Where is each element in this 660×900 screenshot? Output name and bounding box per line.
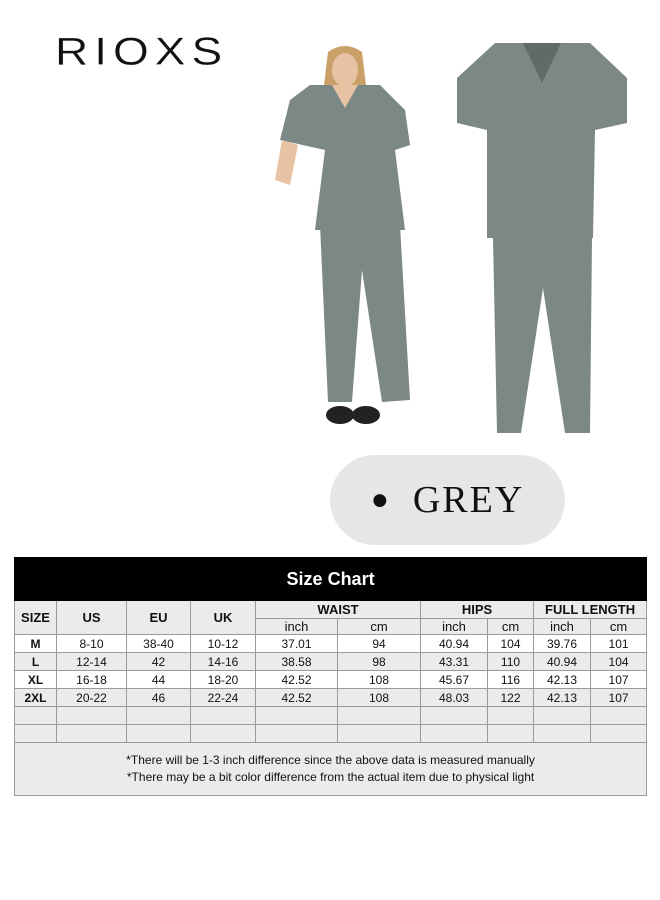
header-hips: HIPS <box>421 601 534 619</box>
unit-label: inch <box>421 619 488 635</box>
value-cell: 122 <box>488 689 534 707</box>
size-cell: 2XL <box>15 689 57 707</box>
value-cell: 42 <box>127 653 191 671</box>
color-label: GREY <box>412 479 525 521</box>
value-cell: 42.52 <box>256 689 338 707</box>
value-cell: 42.13 <box>534 671 591 689</box>
table-row <box>15 635 647 653</box>
value-cell: 44 <box>127 671 191 689</box>
value-cell: 107 <box>591 671 647 689</box>
value-cell: 108 <box>338 689 421 707</box>
flat-scrubs-image <box>455 38 630 436</box>
model-wearing-scrubs-image <box>270 40 430 435</box>
value-cell: 14-16 <box>191 653 256 671</box>
table-row <box>15 671 647 689</box>
size-cell: XL <box>15 671 57 689</box>
value-cell: 46 <box>127 689 191 707</box>
value-cell: 48.03 <box>421 689 488 707</box>
value-cell: 40.94 <box>534 653 591 671</box>
bullet-icon: ● <box>370 483 391 516</box>
value-cell: 37.01 <box>256 635 338 653</box>
size-chart-table <box>14 557 647 796</box>
value-cell: 16-18 <box>57 671 127 689</box>
size-cell: M <box>15 635 57 653</box>
value-cell: 104 <box>488 635 534 653</box>
note: *There may be a bit color difference from the actual item due to physical light <box>126 770 535 784</box>
header-uk: UK <box>191 601 256 635</box>
value-cell: 10-12 <box>191 635 256 653</box>
value-cell: 98 <box>338 653 421 671</box>
note: *There will be 1-3 inch difference since the above data is measured manually <box>126 753 535 767</box>
brand-logo: RIOXS <box>55 28 229 74</box>
value-cell: 94 <box>338 635 421 653</box>
unit-label: inch <box>256 619 338 635</box>
value-cell: 22-24 <box>191 689 256 707</box>
value-cell: 116 <box>488 671 534 689</box>
value-cell: 39.76 <box>534 635 591 653</box>
value-cell: 42.13 <box>534 689 591 707</box>
value-cell: 107 <box>591 689 647 707</box>
unit-label: cm <box>591 619 647 635</box>
header-eu: EU <box>127 601 191 635</box>
value-cell: 38.58 <box>256 653 338 671</box>
table-row <box>15 689 647 707</box>
unit-label: cm <box>488 619 534 635</box>
color-option-grey[interactable] <box>330 455 565 545</box>
value-cell: 104 <box>591 653 647 671</box>
header-waist: WAIST <box>256 601 421 619</box>
value-cell: 38-40 <box>127 635 191 653</box>
value-cell: 18-20 <box>191 671 256 689</box>
value-cell: 45.67 <box>421 671 488 689</box>
size-cell: L <box>15 653 57 671</box>
value-cell: 108 <box>338 671 421 689</box>
unit-label: cm <box>338 619 421 635</box>
size-chart-title: Size Chart <box>15 558 647 601</box>
size-chart-notes <box>15 743 647 796</box>
unit-label: inch <box>534 619 591 635</box>
header-size: SIZE <box>15 601 57 635</box>
table-row <box>15 653 647 671</box>
value-cell: 42.52 <box>256 671 338 689</box>
value-cell: 43.31 <box>421 653 488 671</box>
value-cell: 101 <box>591 635 647 653</box>
value-cell: 12-14 <box>57 653 127 671</box>
value-cell: 8-10 <box>57 635 127 653</box>
value-cell: 110 <box>488 653 534 671</box>
header-full-length: FULL LENGTH <box>534 601 647 619</box>
value-cell: 20-22 <box>57 689 127 707</box>
value-cell: 40.94 <box>421 635 488 653</box>
header-us: US <box>57 601 127 635</box>
